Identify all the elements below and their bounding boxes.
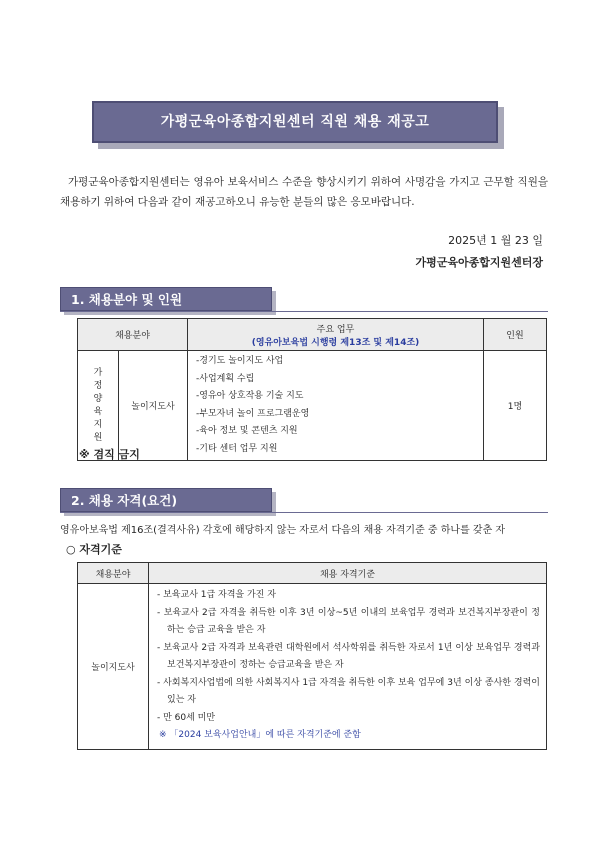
eligibility-description: 영유아보육법 제16조(결격사유) 각호에 해당하지 않는 자로서 다음의 채용 자격기준 중 하나를 갖춘 자	[60, 525, 506, 536]
qualification-item: - 사회복지사업법에 의한 사회복지사 1급 자격을 취득한 이후 보육 업무에 3년 이상 종사한 경력이 있는 자	[157, 677, 540, 705]
no-dual-job-note: ※ 겸직 금지	[79, 448, 140, 461]
group-label-char: 지	[93, 419, 103, 430]
qualification-item: - 만 60세 미만	[157, 712, 216, 723]
duty-item: -영유아 상호작용 기술 지도	[196, 391, 304, 401]
table-row	[78, 351, 547, 461]
section2-divider	[60, 512, 548, 513]
duty-item: -사업계획 수립	[196, 373, 255, 384]
qualification-note: ※ 「2024 보육사업안내」에 따른 자격기준에 준함	[159, 730, 361, 740]
header-field: 채용분야	[78, 319, 188, 351]
qualification-item: - 보육교사 1급 자격을 가진 자	[157, 590, 276, 600]
group-label	[78, 351, 119, 461]
positions-table	[77, 318, 547, 461]
position-field: 놀이지도사	[119, 351, 188, 461]
qualification-bullet: ○ 자격기준	[66, 543, 122, 556]
duty-item: -기타 센터 업무 지원	[196, 443, 278, 454]
qualifications-table-header	[78, 563, 547, 584]
header-field: 채용분야	[78, 563, 149, 584]
header-duties	[188, 319, 484, 351]
section1-heading: 1. 채용분야 및 인원	[60, 287, 272, 311]
intro-paragraph: 가평군육아종합지원센터는 영유아 보육서비스 수준을 향상시키기 위하여 사명감을 가지고 근무할 직원을 채용하기 위하여 다음과 같이 재공고하오니 유능한 분들의 많은 응모바랍니다.	[60, 176, 548, 208]
section1-divider	[60, 311, 548, 312]
duty-item: -육아 정보 및 콘텐츠 지원	[196, 426, 298, 436]
qualification-item: - 보육교사 2급 자격과 보육관련 대학원에서 석사학위를 취득한 자로서 1년 이상 보육업무 경력과 보건복지부장관이 정하는 승급교육을 받은 자	[157, 642, 540, 670]
qualifications-list	[149, 584, 547, 750]
announcement-date: 2025년 1 월 23 일	[448, 234, 543, 247]
header-count: 인원	[484, 319, 547, 351]
group-label-text	[79, 367, 117, 445]
position-count: 1명	[484, 351, 547, 461]
group-label-char: 육	[93, 406, 103, 417]
group-label-char: 원	[93, 432, 103, 443]
position-field: 놀이지도사	[78, 584, 149, 750]
duties-list	[188, 351, 484, 461]
group-label-char: 가	[93, 367, 103, 378]
page-title: 가평군육아종합지원센터 직원 채용 재공고	[92, 101, 498, 143]
group-label-char: 양	[93, 393, 103, 404]
organization-signature: 가평군육아종합지원센터장	[415, 256, 543, 269]
table-row	[78, 584, 547, 750]
duty-item: -부모자녀 놀이 프로그램운영	[196, 408, 310, 419]
section2-heading: 2. 채용 자격(요건)	[60, 488, 272, 512]
header-quals: 채용 자격기준	[149, 563, 547, 584]
header-duties-title: 주요 업무	[316, 324, 355, 335]
duty-item: -경기도 놀이지도 사업	[196, 356, 284, 366]
qualifications-table	[77, 562, 547, 750]
positions-table-header	[78, 319, 547, 351]
qualification-item: - 보육교사 2급 자격을 취득한 이후 3년 이상~5년 이내의 보육업무 경력과 보건복지부장관이 정하는 승급 교육을 받은 자	[157, 607, 540, 635]
header-duties-law: (영유아보육법 시행령 제13조 및 제14조)	[251, 337, 420, 348]
group-label-char: 정	[93, 380, 103, 391]
